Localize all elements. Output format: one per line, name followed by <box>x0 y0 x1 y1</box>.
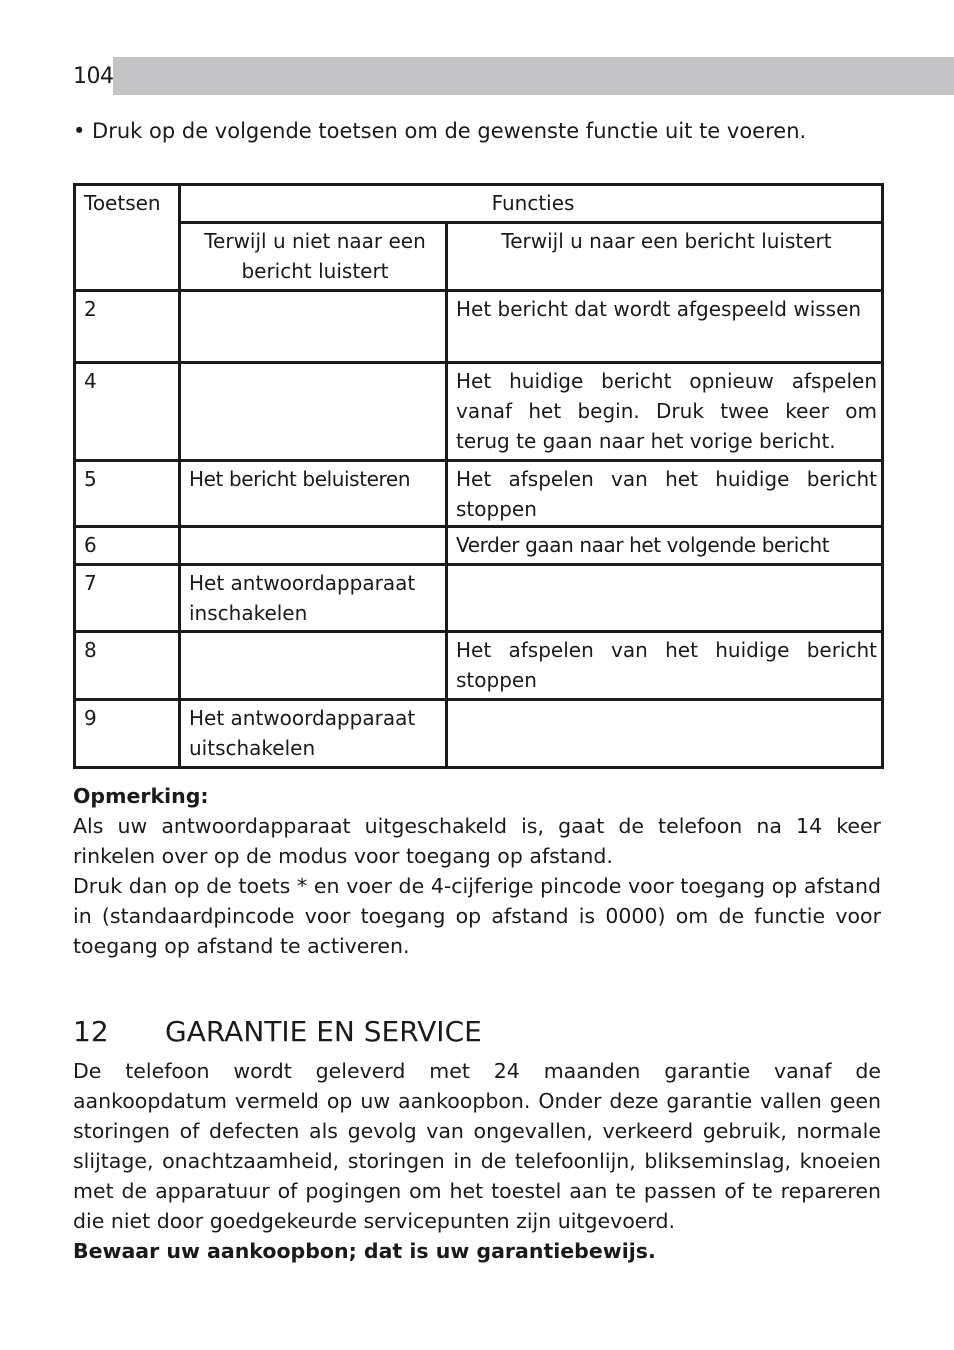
section-heading <box>73 1012 881 1052</box>
row-not-listening <box>180 632 447 700</box>
table-row <box>75 632 883 700</box>
row-not-listening <box>180 291 447 363</box>
row-key: 5 <box>75 461 180 527</box>
table-row <box>75 700 883 768</box>
row-key: 6 <box>75 527 180 565</box>
row-key: 2 <box>75 291 180 363</box>
row-not-listening <box>180 527 447 565</box>
header-keys: Toetsen <box>75 185 180 291</box>
section-number: 12 <box>73 1015 109 1048</box>
section-bold-line: Bewaar uw aankoopbon; dat is uw garantiebewijs. <box>73 1239 656 1263</box>
header-functions: Functies <box>180 185 883 223</box>
table-row <box>75 527 883 565</box>
row-listening: Het afspelen van het huidige bericht stoppen <box>447 632 883 700</box>
table-row <box>75 291 883 363</box>
table-row <box>75 461 883 527</box>
row-listening: Het bericht dat wordt afgespeeld wissen <box>447 291 883 363</box>
table-row <box>75 363 883 461</box>
row-listening <box>447 700 883 768</box>
note-title: Opmerking: <box>73 784 209 808</box>
row-not-listening: Het bericht beluisteren <box>180 461 447 527</box>
row-key: 8 <box>75 632 180 700</box>
row-key: 9 <box>75 700 180 768</box>
row-key: 7 <box>75 565 180 632</box>
header-bar <box>73 57 954 95</box>
table-row <box>75 565 883 632</box>
section-body: De telefoon wordt geleverd met 24 maanden garantie vanaf de aankoopdatum vermeld op uw aankoopbon. Onder deze garantie vallen geen storingen of defecten als gevolg van ongevallen, verkeerd gebruik, normale slijtage, onachtzaamheid, storingen in de telefoonlijn, blikseminslag, knoeien met de apparatuur of pogingen om het toestel aan te passen of te repareren die niet door goedgekeurde servicepunten zijn uitgevoerd. <box>73 1059 881 1233</box>
row-listening <box>447 565 883 632</box>
intro-text: • Druk op de volgende toetsen om de gewenste functie uit te voeren. <box>73 119 807 143</box>
header-not-listening: Terwijl u niet naar een bericht luistert <box>180 223 447 291</box>
warranty-section <box>73 1012 881 1266</box>
section-title: GARANTIE EN SERVICE <box>165 1015 482 1048</box>
key-function-table <box>73 183 884 769</box>
note-block <box>73 781 881 961</box>
row-listening: Verder gaan naar het volgende bericht <box>447 527 883 565</box>
row-not-listening: Het antwoordapparaat inschakelen <box>180 565 447 632</box>
row-not-listening <box>180 363 447 461</box>
note-paragraph-2: Druk dan op de toets * en voer de 4-cijferige pincode voor toegang op afstand in (standaardpincode voor toegang op afstand is 0000) om de functie voor toegang op afstand te activeren. <box>73 874 881 958</box>
note-paragraph-1: Als uw antwoordapparaat uitgeschakeld is, gaat de telefoon na 14 keer rinkelen over op de modus voor toegang op afstand. <box>73 814 881 868</box>
row-listening: Het huidige bericht opnieuw afspelen vanaf het begin. Druk twee keer om terug te gaan naar het vorige bericht. <box>447 363 883 461</box>
page-number: 104 <box>73 57 113 95</box>
row-not-listening: Het antwoordapparaat uitschakelen <box>180 700 447 768</box>
header-listening: Terwijl u naar een bericht luistert <box>447 223 883 291</box>
row-key: 4 <box>75 363 180 461</box>
row-listening: Het afspelen van het huidige bericht stoppen <box>447 461 883 527</box>
